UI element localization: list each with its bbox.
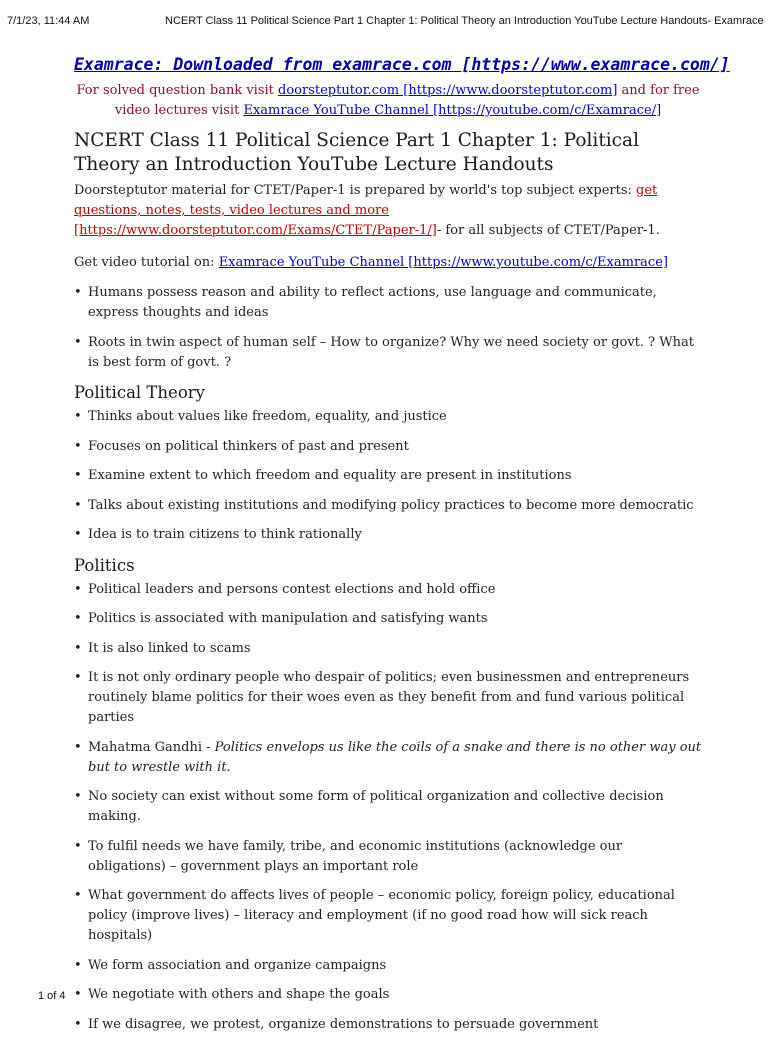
video-tutorial-link[interactable]: Examrace YouTube Channel [https://www.youtube.com/c/Examrace] <box>218 255 668 270</box>
list-item: • We negotiate with others and shape the goals <box>88 985 702 1005</box>
list-item: • What government do affects lives of people – economic policy, foreign policy, educational policy (improve lives) – literacy and employment (if no good road how will sick reach hospitals) <box>88 886 702 946</box>
intro-paragraph <box>74 181 702 241</box>
list-item: • Politics is associated with manipulation and satisfying wants <box>88 609 702 629</box>
page-counter: 1 of 4 <box>38 990 66 1002</box>
section-heading-politics: Politics <box>74 555 135 575</box>
document-content <box>74 55 730 1044</box>
list-item: • Talks about existing institutions and modifying policy practices to become more democratic <box>88 496 702 516</box>
politics-list <box>74 580 702 1035</box>
political-theory-list <box>74 407 702 545</box>
list-item: • Humans possess reason and ability to reflect actions, use language and communicate, express thoughts and ideas <box>88 283 702 323</box>
list-item: • Focuses on political thinkers of past and present <box>88 437 702 457</box>
promo-text-middle: and for free video lectures visit <box>114 83 700 118</box>
list-item: • It is also linked to scams <box>88 639 702 659</box>
section-heading-political-theory: Political Theory <box>74 383 205 402</box>
promo-text <box>74 81 702 121</box>
list-item: • Political leaders and persons contest elections and hold office <box>88 580 702 600</box>
intro-text-before: Doorsteptutor material for CTET/Paper-1 is prepared by world's top subject experts: <box>74 183 637 198</box>
print-page-title: NCERT Class 11 Political Science Part 1 Chapter 1: Political Theory an Introduction YouTube Lecture Handouts- Examrace <box>165 15 764 27</box>
doorsteptutor-link[interactable]: doorsteptutor.com [https://www.doorsteptutor.com] <box>278 83 618 98</box>
list-item: • Thinks about values like freedom, equality, and justice <box>88 407 702 427</box>
gandhi-quote: Politics envelops us like the coils of a snake and there is no other way out but to wrestle with it. <box>88 739 702 775</box>
intro-bullet-list <box>74 283 702 373</box>
intro-text-after: - for all subjects of CTET/Paper-1. <box>436 223 660 238</box>
list-item: • To fulfil needs we have family, tribe, and economic institutions (acknowledge our obligations) – government plays an important role <box>88 837 702 877</box>
list-item: • We form association and organize campaigns <box>88 956 702 976</box>
gandhi-prefix: Mahatma Gandhi - <box>88 739 215 755</box>
list-item: • Examine extent to which freedom and equality are present in institutions <box>88 466 702 486</box>
youtube-channel-link[interactable]: Examrace YouTube Channel [https://youtube.com/c/Examrace/] <box>243 103 662 118</box>
gandhi-quote-item <box>88 738 702 778</box>
print-header <box>7 15 764 31</box>
list-item: • Idea is to train citizens to think rationally <box>88 525 702 545</box>
list-item: • Roots in twin aspect of human self – How to organize? Why we need society or govt. ? What is best form of govt. ? <box>88 333 702 373</box>
video-paragraph <box>74 253 702 273</box>
promo-text-before: For solved question bank visit <box>76 83 279 98</box>
video-label: Get video tutorial on: <box>74 255 219 270</box>
list-item: • If we disagree, we protest, organize demonstrations to persuade government <box>88 1015 702 1035</box>
examrace-banner: Examrace: Downloaded from examrace.com [https://www.examrace.com/] <box>74 55 730 74</box>
get-questions-link[interactable]: get questions, notes, tests, video lectures and more [https://www.doorsteptutor.com/Exams/CTET/Paper-1/] <box>74 183 658 238</box>
page-title: NCERT Class 11 Political Science Part 1 Chapter 1: Political Theory an Introduction YouTube Lecture Handouts <box>74 130 639 175</box>
list-item: • No society can exist without some form of political organization and collective decision making. <box>88 787 702 827</box>
list-item: • It is not only ordinary people who despair of politics; even businessmen and entrepreneurs routinely blame politics for their woes even as they benefit from and fund various political parties <box>88 668 702 728</box>
print-timestamp: 7/1/23, 11:44 AM <box>7 15 90 27</box>
